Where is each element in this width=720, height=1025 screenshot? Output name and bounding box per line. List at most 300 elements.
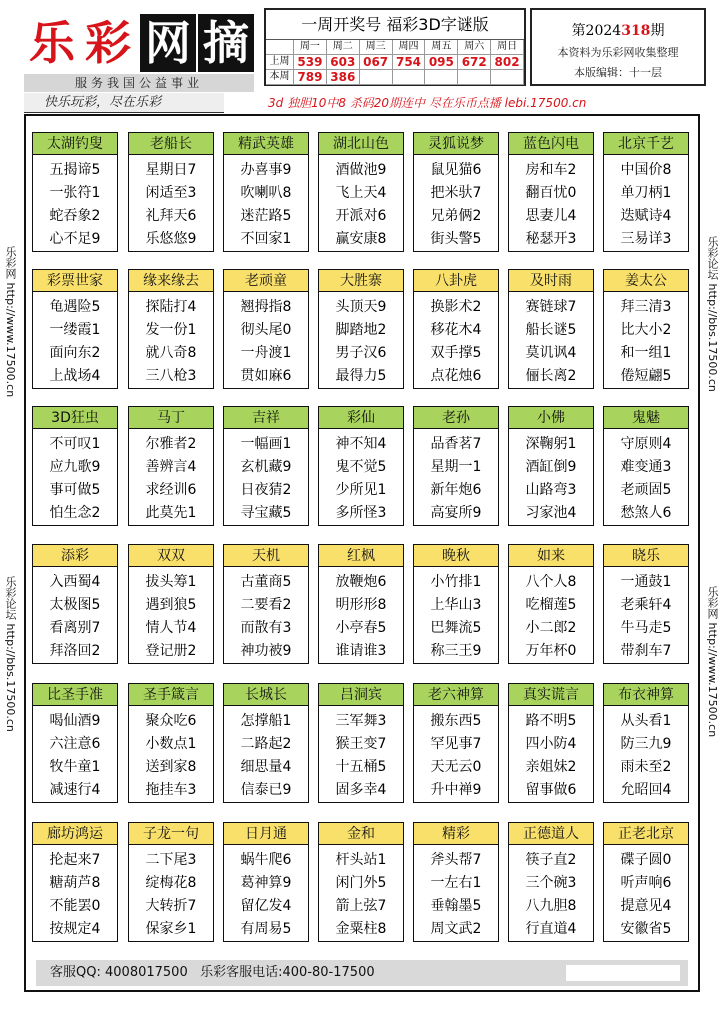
card-title: 红枫 — [319, 545, 403, 567]
draw-table-title: 一周开奖号 福彩3D字谜版 — [266, 10, 524, 40]
riddle-card — [603, 544, 689, 664]
card-title: 老顽童 — [224, 270, 308, 292]
riddle-card — [318, 683, 404, 803]
riddle-card — [318, 132, 404, 252]
riddle-line: 安徽省5 — [620, 921, 672, 937]
riddle-line: 就八奇8 — [145, 345, 197, 361]
riddle-line: 三个碗3 — [525, 875, 577, 891]
blank-cell — [266, 40, 294, 55]
riddle-line: 一张符1 — [49, 185, 101, 201]
card-title: 精彩 — [414, 823, 498, 845]
issue-info — [530, 8, 706, 86]
riddle-line: 不可叹1 — [49, 436, 101, 452]
riddle-line: 雨未至2 — [620, 759, 672, 775]
riddle-line: 升中禅9 — [430, 782, 482, 798]
riddle-line: 拔头筹1 — [145, 574, 197, 590]
riddle-line: 心不足9 — [49, 231, 101, 247]
card-title: 湖北山色 — [319, 133, 403, 155]
riddle-card — [223, 269, 309, 389]
riddle-line: 天无云0 — [430, 759, 482, 775]
riddle-line: 脚踏地2 — [335, 322, 387, 338]
riddle-line: 三军舞3 — [335, 713, 387, 729]
weekday-cell: 周四 — [393, 40, 426, 55]
riddle-line: 换影术2 — [430, 299, 482, 315]
riddle-line: 金粟柱8 — [335, 921, 387, 937]
riddle-line: 遇到狼5 — [145, 597, 197, 613]
riddle-line: 葛神算9 — [240, 875, 292, 891]
weekly-draw-table — [264, 8, 526, 86]
row-label: 本周 — [266, 70, 294, 85]
riddle-line: 五揭谛5 — [49, 162, 101, 178]
riddle-card — [413, 269, 499, 389]
banner-slogan: 快乐玩彩，尽在乐彩 — [24, 93, 224, 113]
riddle-line: 办喜事9 — [240, 162, 292, 178]
riddle-line: 面向东2 — [49, 345, 101, 361]
card-title: 如来 — [509, 545, 593, 567]
issue-number — [532, 20, 704, 40]
riddle-line: 十五桶5 — [335, 759, 387, 775]
riddle-line: 礼拜天6 — [145, 208, 197, 224]
card-title: 双双 — [129, 545, 213, 567]
card-title: 比圣手准 — [33, 684, 117, 706]
riddle-line: 拜洛回2 — [49, 643, 101, 659]
riddle-line: 莫讥讽4 — [525, 345, 577, 361]
riddle-line: 深鞠躬1 — [525, 436, 577, 452]
riddle-card — [32, 406, 118, 526]
riddle-line: 神不知4 — [335, 436, 387, 452]
riddle-line: 单刀柄1 — [620, 185, 672, 201]
weekday-cell: 周六 — [458, 40, 491, 55]
riddle-card — [32, 822, 118, 942]
card-title: 大胜寨 — [319, 270, 403, 292]
weekday-cell: 周日 — [491, 40, 524, 55]
riddle-line: 而散有3 — [240, 620, 292, 636]
riddle-line: 吃榴莲5 — [525, 597, 577, 613]
card-title: 廊坊鸿运 — [33, 823, 117, 845]
riddle-line: 上华山3 — [430, 597, 482, 613]
riddle-line: 送到家8 — [145, 759, 197, 775]
riddle-line: 三八枪3 — [145, 368, 197, 384]
riddle-line: 小二郎2 — [525, 620, 577, 636]
riddle-line: 吹喇叭8 — [240, 185, 292, 201]
side-url-left-top[interactable]: 乐彩网 http://www.17500.cn — [4, 246, 17, 398]
riddle-card — [32, 132, 118, 252]
riddle-line: 头顶天9 — [335, 299, 387, 315]
draw-number: 095 — [425, 55, 458, 70]
riddle-line: 搬东西5 — [430, 713, 482, 729]
riddle-line: 巴舞流5 — [430, 620, 482, 636]
riddle-line: 蜗牛爬6 — [240, 852, 292, 868]
riddle-line: 神功被9 — [240, 643, 292, 659]
card-title: 彩仙 — [319, 407, 403, 429]
riddle-line: 高宴所9 — [430, 505, 482, 521]
qq-number[interactable]: 4008017500 — [105, 965, 188, 980]
riddle-line: 闲适至3 — [145, 185, 197, 201]
riddle-line: 翘拇指8 — [240, 299, 292, 315]
riddle-line: 四小防4 — [525, 736, 577, 752]
footer-blank-box — [566, 965, 680, 981]
riddle-card — [413, 406, 499, 526]
editor-note: 本版编辑：十一层 — [574, 66, 662, 79]
riddle-card — [223, 406, 309, 526]
riddle-line: 此莫先1 — [145, 505, 197, 521]
card-title: 3D狂虫 — [33, 407, 117, 429]
card-title: 马丁 — [129, 407, 213, 429]
riddle-line: 一舟渡1 — [240, 345, 292, 361]
weekday-row — [266, 40, 524, 55]
riddle-line: 登记册2 — [145, 643, 197, 659]
card-title: 蓝色闪电 — [509, 133, 593, 155]
side-url-right-top[interactable]: 乐彩论坛 http://bbs.17500.cn — [706, 236, 719, 392]
riddle-line: 箭上弦7 — [335, 898, 387, 914]
draw-number: 067 — [360, 55, 393, 70]
riddle-cards — [32, 132, 692, 952]
riddle-line: 贯如麻6 — [240, 368, 292, 384]
draw-number — [491, 70, 524, 85]
phone-number[interactable]: 400-80-17500 — [282, 965, 375, 980]
riddle-line: 船长谜5 — [525, 322, 577, 338]
riddle-line: 听声响6 — [620, 875, 672, 891]
card-title: 八卦虎 — [414, 270, 498, 292]
riddle-line: 八九胆8 — [525, 898, 577, 914]
riddle-line: 情人节4 — [145, 620, 197, 636]
card-title: 小佛 — [509, 407, 593, 429]
riddle-line: 难变通3 — [620, 459, 672, 475]
riddle-line: 提意见4 — [620, 898, 672, 914]
riddle-line: 放鞭炮6 — [335, 574, 387, 590]
riddle-card — [603, 683, 689, 803]
riddle-line: 兄弟俩2 — [430, 208, 482, 224]
riddle-line: 俪长离2 — [525, 368, 577, 384]
riddle-card — [128, 822, 214, 942]
riddle-line: 蛇吞象2 — [49, 208, 101, 224]
riddle-line: 街头警5 — [430, 231, 482, 247]
riddle-card — [603, 269, 689, 389]
riddle-line: 老乘轩4 — [620, 597, 672, 613]
riddle-line: 杆头站1 — [335, 852, 387, 868]
riddle-line: 求经训6 — [145, 482, 197, 498]
riddle-line: 把米驮7 — [430, 185, 482, 201]
phone-label: 乐彩客服电话: — [200, 965, 283, 980]
card-title: 添彩 — [33, 545, 117, 567]
riddle-line: 龟遇险5 — [49, 299, 101, 315]
riddle-line: 信泰已9 — [240, 782, 292, 798]
riddle-line: 鬼不觉5 — [335, 459, 387, 475]
riddle-line: 从头看1 — [620, 713, 672, 729]
riddle-card — [318, 269, 404, 389]
riddle-line: 二要看2 — [240, 597, 292, 613]
draw-number: 754 — [393, 55, 426, 70]
row-label: 上周 — [266, 55, 294, 70]
riddle-line: 品香茗7 — [430, 436, 482, 452]
card-title: 圣手箴言 — [129, 684, 213, 706]
draw-number — [458, 70, 491, 85]
riddle-line: 少所见1 — [335, 482, 387, 498]
card-title: 布衣神算 — [604, 684, 688, 706]
riddle-line: 星期日7 — [145, 162, 197, 178]
riddle-line: 碟子圆0 — [620, 852, 672, 868]
riddle-line: 小亭春5 — [335, 620, 387, 636]
riddle-line: 留亿发4 — [240, 898, 292, 914]
banner-ad-link[interactable]: 3d 独胆10中8 杀码20期连中 尽在乐币点播 lebi.17500.cn — [268, 96, 587, 110]
riddle-line: 垂翰墨5 — [430, 898, 482, 914]
banner — [24, 93, 712, 113]
riddle-line: 习家池4 — [525, 505, 577, 521]
riddle-line: 不回家1 — [240, 231, 292, 247]
riddle-line: 最得力5 — [335, 368, 387, 384]
riddle-line: 聚众吃6 — [145, 713, 197, 729]
riddle-line: 防三九9 — [620, 736, 672, 752]
riddle-line: 点花烛6 — [430, 368, 482, 384]
riddle-card — [508, 132, 594, 252]
riddle-card — [413, 822, 499, 942]
weekday-cell: 周三 — [360, 40, 393, 55]
draw-number: 802 — [491, 55, 524, 70]
riddle-line: 喝仙酒9 — [49, 713, 101, 729]
riddle-line: 看离别7 — [49, 620, 101, 636]
riddle-card — [318, 406, 404, 526]
riddle-line: 太极图5 — [49, 597, 101, 613]
riddle-card — [32, 683, 118, 803]
riddle-card — [32, 269, 118, 389]
riddle-card — [128, 544, 214, 664]
site-logo[interactable] — [24, 14, 254, 72]
riddle-line: 猴王变7 — [335, 736, 387, 752]
riddle-line: 老顽固5 — [620, 482, 672, 498]
riddle-card — [128, 406, 214, 526]
riddle-line: 善辨言4 — [145, 459, 197, 475]
riddle-line: 怎撑船1 — [240, 713, 292, 729]
riddle-line: 二下尾3 — [145, 852, 197, 868]
riddle-line: 六注意6 — [49, 736, 101, 752]
riddle-line: 一左右1 — [430, 875, 482, 891]
draw-number: 539 — [294, 55, 327, 70]
riddle-line: 亲姐妹2 — [525, 759, 577, 775]
draw-number: 789 — [294, 70, 327, 85]
riddle-line: 新年炮6 — [430, 482, 482, 498]
riddle-line: 固多幸4 — [335, 782, 387, 798]
footer-contact — [50, 960, 375, 986]
riddle-line: 酒做池9 — [335, 162, 387, 178]
issue-suffix: 期 — [650, 23, 665, 39]
riddle-line: 秘瑟开3 — [525, 231, 577, 247]
riddle-card — [223, 544, 309, 664]
riddle-line: 怕生念2 — [49, 505, 101, 521]
riddle-line: 带刹车7 — [620, 643, 672, 659]
riddle-line: 赢安康8 — [335, 231, 387, 247]
riddle-line: 多所怪3 — [335, 505, 387, 521]
riddle-line: 允昭回4 — [620, 782, 672, 798]
riddle-card — [508, 544, 594, 664]
riddle-line: 牛马走5 — [620, 620, 672, 636]
card-title: 北京千艺 — [604, 133, 688, 155]
riddle-card — [413, 132, 499, 252]
riddle-line: 罕见事7 — [430, 736, 482, 752]
riddle-line: 房和车2 — [525, 162, 577, 178]
riddle-line: 入西蜀4 — [49, 574, 101, 590]
card-title: 子龙一句 — [129, 823, 213, 845]
site-slogan: 服务我国公益事业 — [24, 74, 254, 92]
weekday-cell: 周五 — [425, 40, 458, 55]
riddle-line: 小数点1 — [145, 736, 197, 752]
riddle-line: 星期一1 — [430, 459, 482, 475]
card-title: 晓乐 — [604, 545, 688, 567]
riddle-line: 乐悠悠9 — [145, 231, 197, 247]
riddle-line: 筷子直2 — [525, 852, 577, 868]
card-title: 老船长 — [129, 133, 213, 155]
card-title: 及时雨 — [509, 270, 593, 292]
riddle-line: 中国价8 — [620, 162, 672, 178]
riddle-line: 翻百忧0 — [525, 185, 577, 201]
riddle-line: 山路弯3 — [525, 482, 577, 498]
riddle-line: 迭赋诗4 — [620, 208, 672, 224]
riddle-line: 古董商5 — [240, 574, 292, 590]
riddle-line: 和一组1 — [620, 345, 672, 361]
draw-number: 386 — [327, 70, 360, 85]
riddle-card — [413, 544, 499, 664]
card-title: 晚秋 — [414, 545, 498, 567]
riddle-line: 守原则4 — [620, 436, 672, 452]
qq-label: 客服QQ: — [50, 965, 101, 980]
issue-note: 本资料为乐彩网收集整理 — [557, 46, 679, 59]
card-title: 吕洞宾 — [319, 684, 403, 706]
card-title: 缘来缘去 — [129, 270, 213, 292]
card-title: 日月通 — [224, 823, 308, 845]
riddle-line: 事可做5 — [49, 482, 101, 498]
main-frame — [4, 114, 719, 992]
riddle-line: 酒缸倒9 — [525, 459, 577, 475]
riddle-line: 按规定4 — [49, 921, 101, 937]
draw-number — [393, 70, 426, 85]
riddle-line: 闲门外5 — [335, 875, 387, 891]
riddle-line: 鼠见猫6 — [430, 162, 482, 178]
riddle-line: 寻宝藏5 — [240, 505, 292, 521]
riddle-line: 三易详3 — [620, 231, 672, 247]
riddle-card — [223, 822, 309, 942]
card-title: 正德道人 — [509, 823, 593, 845]
riddle-line: 思妻儿4 — [525, 208, 577, 224]
logo-char: 摘 — [198, 14, 254, 72]
riddle-line: 赛链球7 — [525, 299, 577, 315]
weekday-cell: 周二 — [327, 40, 360, 55]
riddle-line: 应九歌9 — [49, 459, 101, 475]
riddle-line: 绽梅花8 — [145, 875, 197, 891]
card-title: 长城长 — [224, 684, 308, 706]
logo-char: 网 — [140, 14, 196, 72]
riddle-line: 周文武2 — [430, 921, 482, 937]
riddle-line: 明形形8 — [335, 597, 387, 613]
riddle-line: 小竹排1 — [430, 574, 482, 590]
riddle-card — [223, 132, 309, 252]
side-url-right-bottom[interactable]: 乐彩网 http://www.17500.cn — [706, 586, 719, 738]
riddle-line: 尔雅者2 — [145, 436, 197, 452]
riddle-line: 发一份1 — [145, 322, 197, 338]
riddle-line: 斧头帮7 — [430, 852, 482, 868]
riddle-line: 日夜猜2 — [240, 482, 292, 498]
issue-prefix: 第2024 — [571, 23, 622, 39]
draw-number: 603 — [327, 55, 360, 70]
card-title: 灵狐说梦 — [414, 133, 498, 155]
riddle-line: 牧牛童1 — [49, 759, 101, 775]
card-title: 彩票世家 — [33, 270, 117, 292]
draw-number — [425, 70, 458, 85]
riddle-card — [128, 132, 214, 252]
issue-num: 318 — [621, 23, 651, 39]
riddle-line: 玄机藏9 — [240, 459, 292, 475]
riddle-card — [128, 683, 214, 803]
card-title: 吉祥 — [224, 407, 308, 429]
riddle-line: 拜三清3 — [620, 299, 672, 315]
riddle-card — [318, 544, 404, 664]
footer — [36, 960, 688, 986]
this-week-row — [266, 70, 524, 85]
riddle-line: 一幅画1 — [240, 436, 292, 452]
riddle-card — [603, 822, 689, 942]
card-title: 太湖钓叟 — [33, 133, 117, 155]
riddle-line: 双手撑5 — [430, 345, 482, 361]
riddle-line: 留事做6 — [525, 782, 577, 798]
riddle-line: 八个人8 — [525, 574, 577, 590]
card-title: 金和 — [319, 823, 403, 845]
riddle-line: 拖挂车3 — [145, 782, 197, 798]
riddle-line: 万年杯0 — [525, 643, 577, 659]
riddle-card — [413, 683, 499, 803]
riddle-card — [318, 822, 404, 942]
riddle-card — [603, 406, 689, 526]
riddle-line: 男子汉6 — [335, 345, 387, 361]
riddle-line: 细思量4 — [240, 759, 292, 775]
riddle-line: 糖葫芦8 — [49, 875, 101, 891]
riddle-line: 保家乡1 — [145, 921, 197, 937]
riddle-card — [32, 544, 118, 664]
logo-char: 乐 — [29, 16, 75, 70]
weekday-cell: 周一 — [294, 40, 327, 55]
card-title: 老孙 — [414, 407, 498, 429]
card-title: 姜太公 — [604, 270, 688, 292]
riddle-line: 一通鼓1 — [620, 574, 672, 590]
riddle-card — [128, 269, 214, 389]
riddle-card — [508, 822, 594, 942]
logo-char: 彩 — [85, 16, 131, 70]
riddle-line: 倦短翩5 — [620, 368, 672, 384]
side-url-left-bottom[interactable]: 乐彩论坛 http://bbs.17500.cn — [4, 576, 17, 732]
riddle-line: 有周易5 — [240, 921, 292, 937]
last-week-row — [266, 55, 524, 70]
draw-number: 672 — [458, 55, 491, 70]
card-title: 老六神算 — [414, 684, 498, 706]
riddle-card — [508, 683, 594, 803]
riddle-line: 一缕霞1 — [49, 322, 101, 338]
card-title: 天机 — [224, 545, 308, 567]
riddle-line: 飞上天4 — [335, 185, 387, 201]
riddle-line: 上战场4 — [49, 368, 101, 384]
riddle-card — [508, 406, 594, 526]
riddle-line: 不能罢0 — [49, 898, 101, 914]
riddle-line: 迷茫路5 — [240, 208, 292, 224]
riddle-line: 减速行4 — [49, 782, 101, 798]
riddle-line: 谁请谁3 — [335, 643, 387, 659]
riddle-line: 行直道4 — [525, 921, 577, 937]
riddle-line: 二路起2 — [240, 736, 292, 752]
riddle-card — [508, 269, 594, 389]
header — [14, 8, 706, 92]
riddle-line: 彻头尾0 — [240, 322, 292, 338]
riddle-line: 路不明5 — [525, 713, 577, 729]
card-title: 正老北京 — [604, 823, 688, 845]
riddle-line: 称三王9 — [430, 643, 482, 659]
draw-number — [360, 70, 393, 85]
riddle-card — [223, 683, 309, 803]
